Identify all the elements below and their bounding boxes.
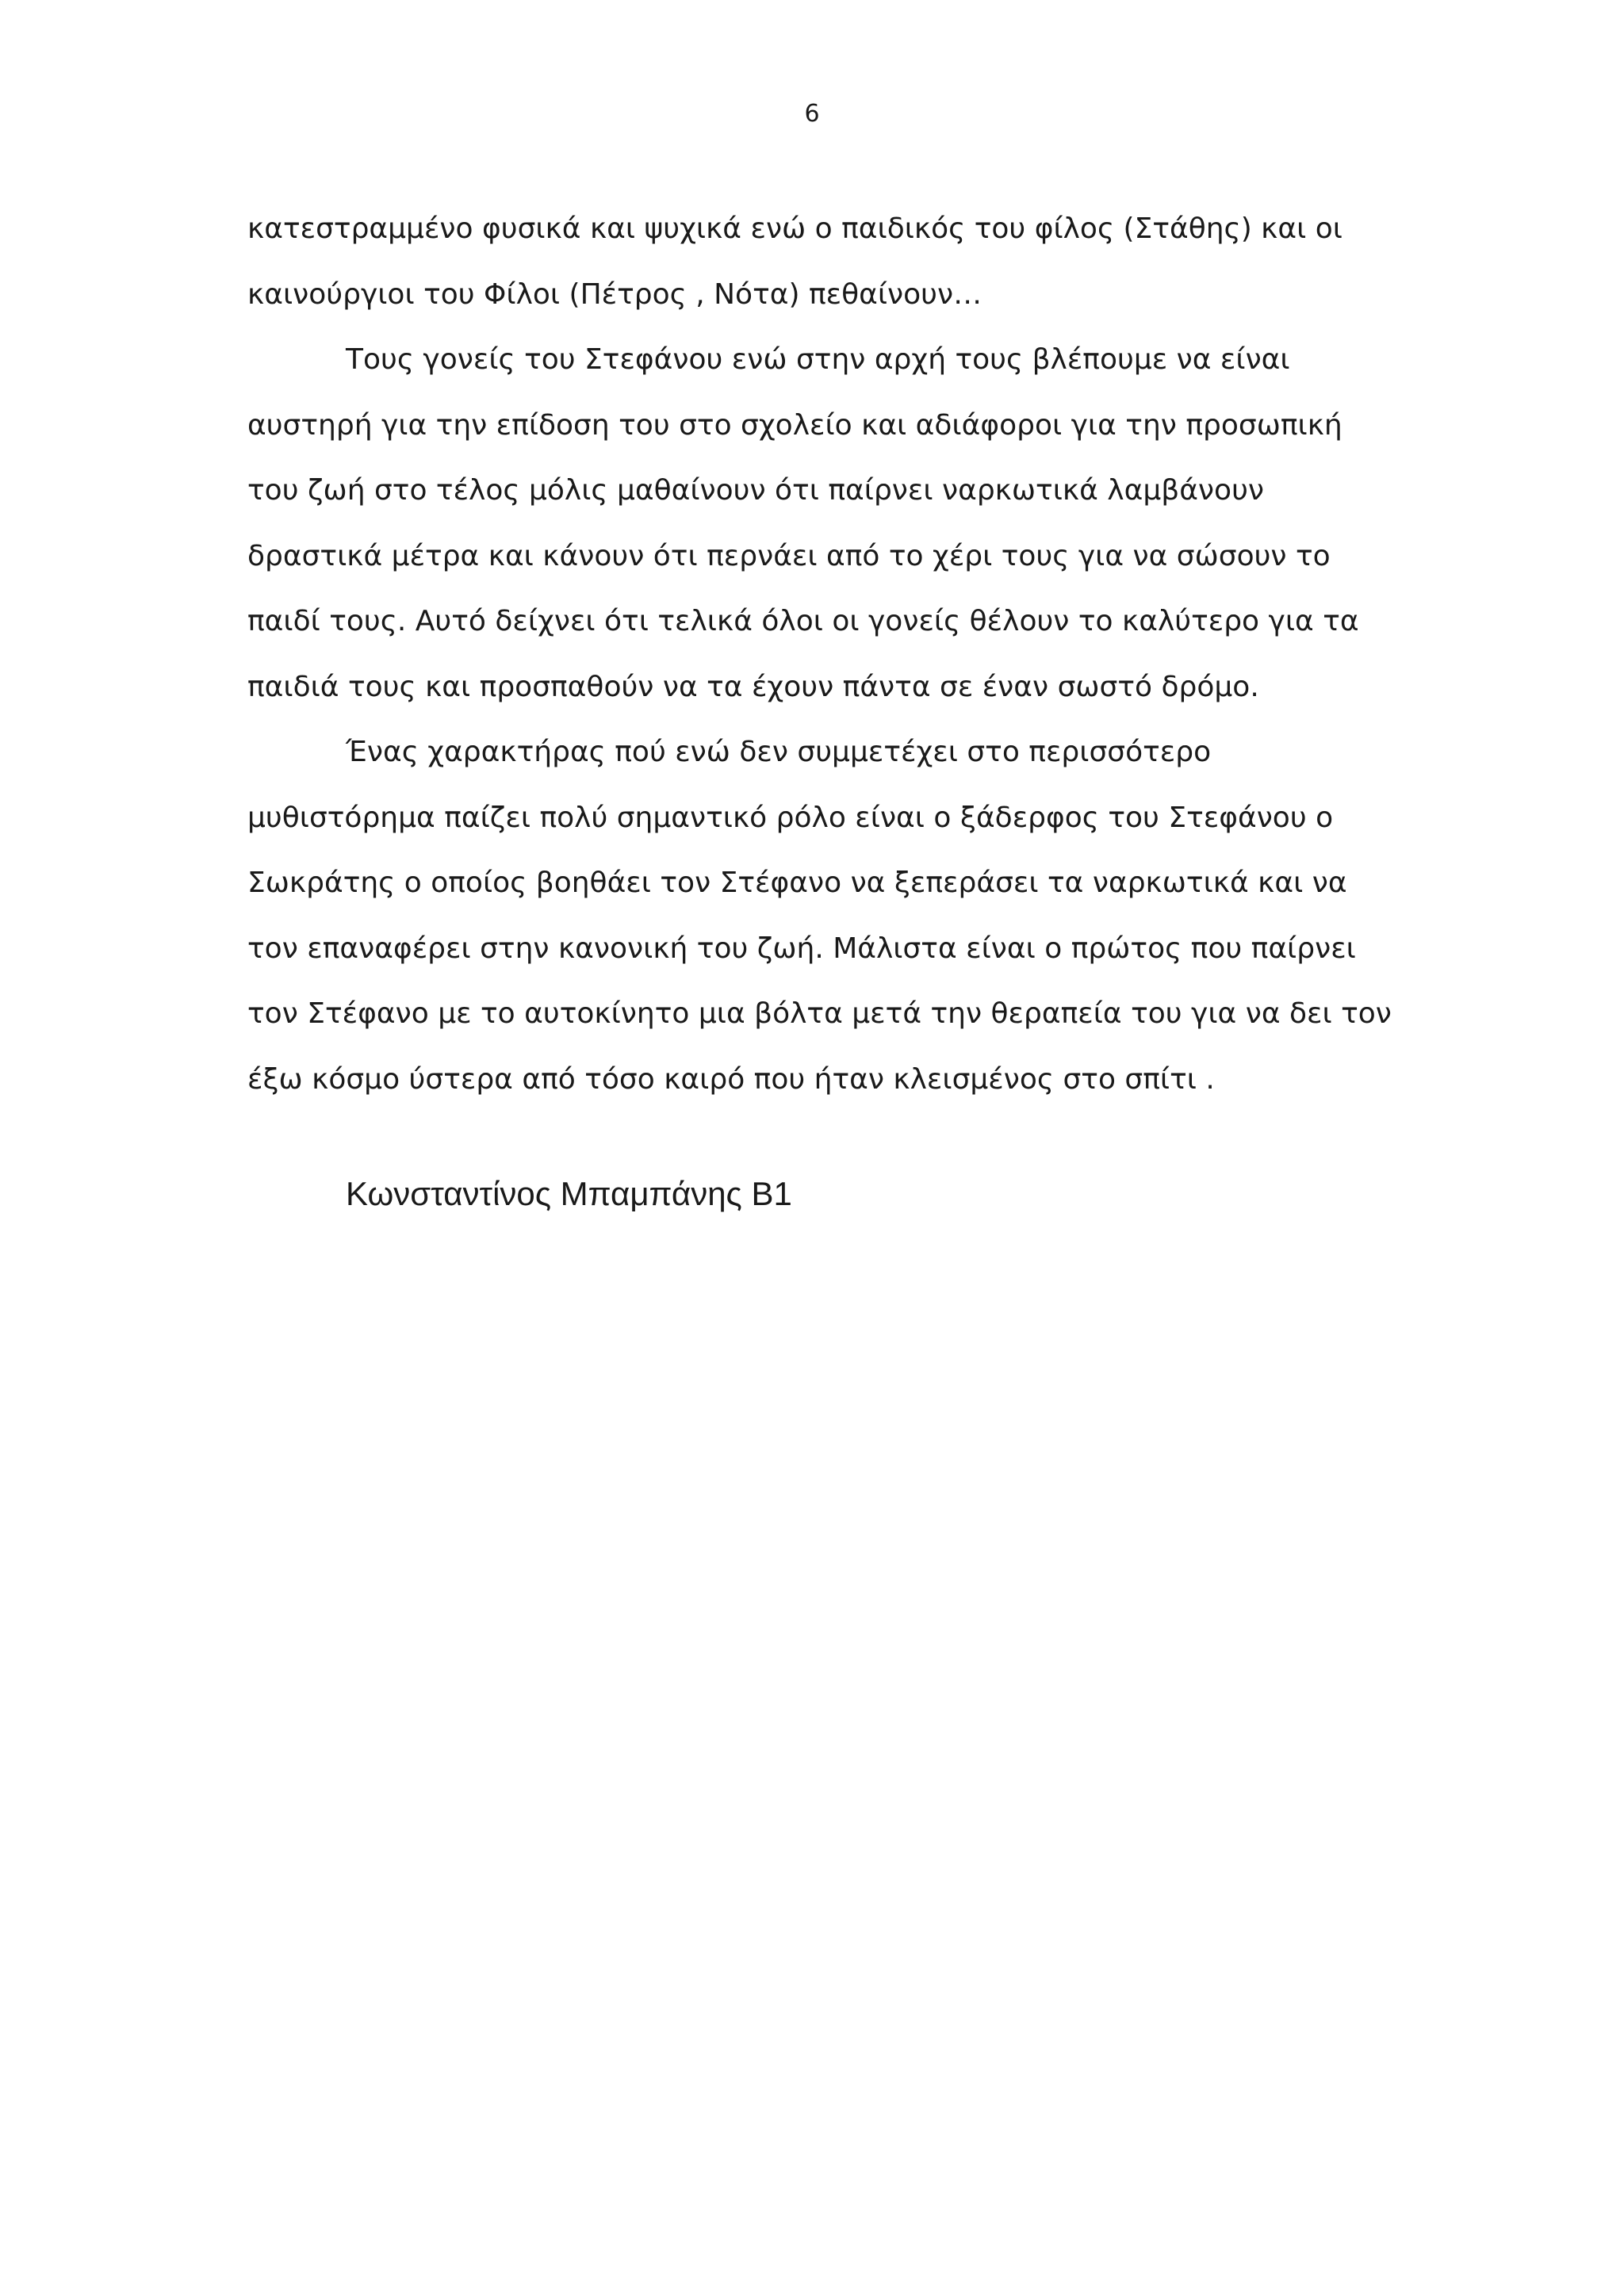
author-signature: Κωνσταντίνος Μπαμπάνης Β1 (346, 1175, 792, 1212)
essay-body (247, 197, 1392, 1112)
text-line: δραστικά μέτρα και κάνουν ότι περνάει από το χέρι τους για να σώσουν το (247, 539, 1331, 572)
page-number: 6 (804, 100, 820, 128)
text-line: Ένας χαρακτήρας πού ενώ δεν συμμετέχει στο περισσότερο (346, 736, 1212, 768)
paragraph-1 (247, 197, 1389, 327)
text-line: έξω κόσμο ύστερα από τόσο καιρό που ήταν κλεισμένος στο σπίτι . (247, 1062, 1215, 1096)
text-line: μυθιστόρημα παίζει πολύ σημαντικό ρόλο είναι ο ξάδερφος του Στεφάνου ο (247, 801, 1334, 834)
text-line: τον επαναφέρει στην κανονική του ζωή. Μάλιστα είναι ο πρώτος που παίρνει (247, 932, 1356, 965)
text-line: παιδιά τους και προσπαθούν να τα έχουν πάντα σε έναν σωστό δρόμο. (247, 670, 1259, 703)
text-line: Τους γονείς του Στεφάνου ενώ στην αρχή τους βλέπουμε να είναι (346, 343, 1290, 376)
text-line: Σωκράτης ο οποίος βοηθάει τον Στέφανο να ξεπεράσει τα ναρκωτικά και να (247, 867, 1347, 899)
text-line: καινούργιοι του Φίλοι (Πέτρος , Νότα) πεθαίνουν… (247, 277, 982, 311)
text-line: παιδί τους. Αυτό δείχνει ότι τελικά όλοι οι γονείς θέλουν το καλύτερο για τα (247, 605, 1359, 637)
text-line: του ζωή στο τέλος μόλις μαθαίνουν ότι παίρνει ναρκωτικά λαμβάνουν (247, 474, 1265, 507)
text-line: αυστηρή για την επίδοση του στο σχολείο και αδιάφοροι για την προσωπική (247, 408, 1342, 442)
text-line: τον Στέφανο με το αυτοκίνητο μια βόλτα μετά την θεραπεία του για να δει τον (247, 997, 1392, 1030)
paragraph-3 (247, 720, 1392, 1112)
text-line: κατεστραμμένο φυσικά και ψυχικά ενώ ο παιδικός του φίλος (Στάθης) και οι (247, 212, 1342, 245)
paragraph-2 (247, 327, 1389, 720)
